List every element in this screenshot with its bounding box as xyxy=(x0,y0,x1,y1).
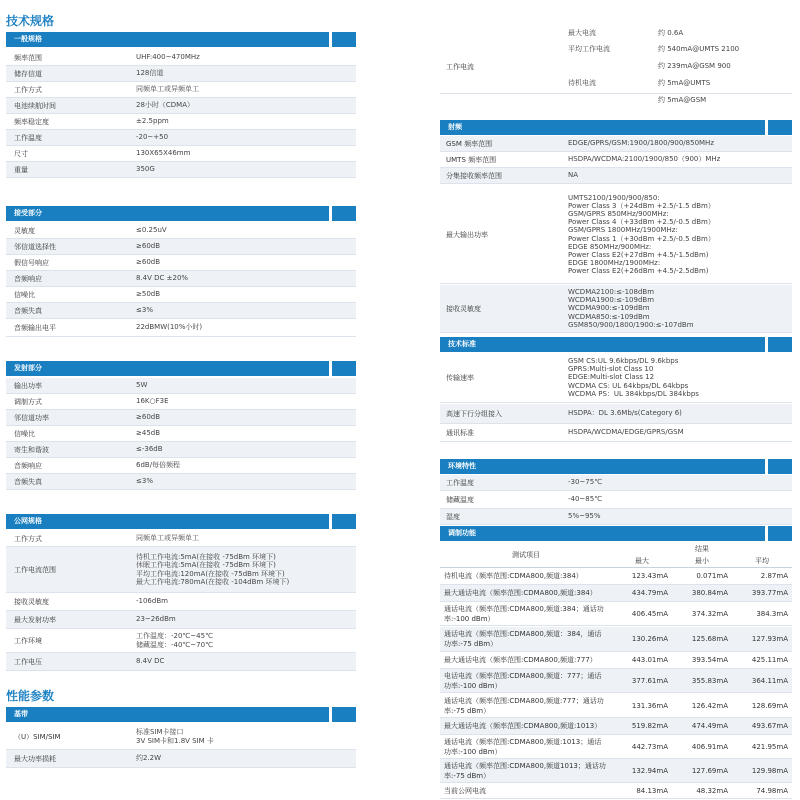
table-row: 重量 350G xyxy=(6,162,356,178)
table-row: 工作电流 最大电流 约 0.6A 平均工作电流 约 540mA@UMTS 2100 约 239mA@GSM 900 待机电流 约 5mA@UMTS 约 5mA@GSM xyxy=(440,40,792,94)
section-header-env: 环境特性 xyxy=(440,459,792,474)
table-row: 音频失真 ≤3% xyxy=(6,303,356,319)
table-row: 音频失真 ≤3% xyxy=(6,474,356,490)
table-row: 音频输出电平 22dBMW(10%小时) xyxy=(6,319,356,337)
table-row: 频率范围 UHF:400~470MHz xyxy=(6,50,356,66)
table-row: 储存信道 128信道 xyxy=(6,66,356,82)
table-row: 湿度 5%~95% xyxy=(440,509,792,525)
table-row: 工作温度 -30~75℃ xyxy=(440,475,792,491)
table-row: 工作电流范围 待机工作电流:5mA(在接收 -75dBm 环境下) 休眠工作电流:5mA(在接收 -75dBm 环境下) 平均工作电流:120mA(在接收 -75dBm 环境下) 最大工作电流:780mA(在接收 -104dBm 环境下) xyxy=(6,547,356,593)
table-row: 电池续航时间 28小时（CDMA） xyxy=(6,98,356,114)
table-row: 最大输出功率 UMTS2100/1900/900/850: Power Class 3（+24dBm +2.5/-1.5 dBm） GSM/GPRS 850MHz/900MHz: Power Class 4（+33dBm +2.5/-0.5 dBm） GSM/GPRS 1800MHz/1900MHz: Power Class 1（+30dBm +2.5/-0.5 dBm） EDGE 850MHz/900MHz: Power Class E2(+27dBm +4.5/-1.5dBm) EDGE 1800MHz/1900MHz: Power Class E2(+26dBm +4.5/-2.5dBm) xyxy=(440,186,792,284)
table-row: 通话电流（频率范围:CDMA800,频道:1013；通话功率:-100 dBm） 442.73mA 406.91mA 421.95mA xyxy=(440,735,792,759)
table-row: 假信号响应 ≥60dB xyxy=(6,255,356,271)
table-row: 接收灵敏度 -106dBm xyxy=(6,593,356,611)
table-row: （U）SIM/SIM 标准SIM卡接口 3V SIM卡和1.8V SIM 卡 xyxy=(6,724,356,750)
table-row: 工作温度 -20~+50 xyxy=(6,130,356,146)
table-row: 调制方式 16K○F3E xyxy=(6,394,356,410)
table-row: 邻信道功率 ≥60dB xyxy=(6,410,356,426)
table-row: 音频响应 6dB/每倍频程 xyxy=(6,458,356,474)
table-row: 最大通话电流（频率范围:CDMA800,频道:777） 443.01mA 393.54mA 425.11mA xyxy=(440,652,792,669)
col-header-result: 结果 xyxy=(695,544,709,553)
table-row: 传输速率 GSM CS:UL 9.6kbps/DL 9.6kbps GPRS:Multi-slot Class 10 EDGE:Multi-slot Class 12 WCDMA CS: UL 64kbps/DL 64kbps WCDMA PS：UL 384kbps/DL 384kbps xyxy=(440,353,792,403)
table-row: 通讯标准 HSDPA/WCDMA/EDGE/GPRS/GSM xyxy=(440,424,792,442)
table-row: 当前公网电流 84.13mA 48.32mA 74.98mA xyxy=(440,783,792,799)
table-row: 工作方式 同频单工或异频单工 xyxy=(6,82,356,98)
col-header-min: 最小 xyxy=(695,556,709,565)
col-header-max: 最大 xyxy=(635,556,649,565)
table-row: 频率稳定度 ±2.5ppm xyxy=(6,114,356,130)
table-row: 邻信道选择性 ≥60dB xyxy=(6,239,356,255)
table-row: 尺寸 130X65X46mm xyxy=(6,146,356,162)
col-header-avg: 平均 xyxy=(755,556,769,565)
section-header-general: 一般规格 xyxy=(6,32,356,47)
table-row: UMTS 频率范围 HSDPA/WCDMA:2100/1900/850（900）MHz xyxy=(440,152,792,168)
table-row: 寄生和谐波 ≤-36dB xyxy=(6,442,356,458)
table-row: 最大通话电流（频率范围:CDMA800,频道:384） 434.79mA 380.84mA 393.77mA xyxy=(440,585,792,602)
table-row: 通话电流（频率范围:CDMA800,频道：384，通话功率:-75 dBm） 130.26mA 125.68mA 127.93mA xyxy=(440,627,792,652)
table-row: 最大功率损耗 约2.2W xyxy=(6,750,356,768)
table-row: 通话电流（频率范围:CDMA800,频道:777；通话功率:-75 dBm） 131.36mA 126.42mA 128.69mA xyxy=(440,694,792,718)
table-row: 信噪比 ≥45dB xyxy=(6,426,356,442)
table-header-row xyxy=(440,542,792,568)
table-row: 通话电流（频率范围:CDMA800,频道:384；通话功率:-100 dBm） 406.45mA 374.32mA 384.3mA xyxy=(440,602,792,626)
section-header-transmit: 发射部分 xyxy=(6,361,356,376)
performance-title: 性能参数 xyxy=(6,689,55,703)
table-row: GSM 频率范围 EDGE/GPRS/GSM:1900/1800/900/850MHz xyxy=(440,136,792,152)
table-row: 最大通话电流（频率范围:CDMA800,频道:1013） 519.82mA 474.49mA 493.67mA xyxy=(440,718,792,735)
table-row: 接收灵敏度 WCDMA2100:≤-108dBm WCDMA1900:≤-109dBm WCDMA900:≤-109dBm WCDMA850:≤-109dBm GSM850/900/1800/1900:≤-107dBm xyxy=(440,285,792,333)
table-row: 最大发射功率 23~26dBm xyxy=(6,611,356,629)
table-row: 输出功率 5W xyxy=(6,378,356,394)
table-row: 信噪比 ≥50dB xyxy=(6,287,356,303)
table-row: 音频响应 8.4V DC ±20% xyxy=(6,271,356,287)
table-row: 灵敏度 ≤0.25uV xyxy=(6,223,356,239)
table-row: 工作环境 工作温度：-20℃~45℃ 储藏温度：-40℃~70℃ xyxy=(6,629,356,653)
specs-title: 技术规格 xyxy=(6,14,55,28)
table-row: 分集接收频率范围 NA xyxy=(440,168,792,184)
col-header-item: 测试项目 xyxy=(512,550,540,559)
table-row: 高速下行分组接入 HSDPA：DL 3.6Mb/s(Category 6) xyxy=(440,404,792,424)
table-row: 储藏温度 -40~85℃ xyxy=(440,491,792,509)
section-header-baseband: 基带 xyxy=(6,707,356,722)
table-row: 电话电流（频率范围:CDMA800,频道：777；通话功率:-100 dBm） 377.61mA 355.83mA 364.11mA xyxy=(440,669,792,693)
section-header-rf: 射频 xyxy=(440,120,792,135)
section-header-test: 调制功能 xyxy=(440,526,792,541)
section-header-receive: 接受部分 xyxy=(6,206,356,221)
table-row: 通话电流（频率范围:CDMA800,频道1013；通话功率:-75 dBm） 132.94mA 127.69mA 129.98mA xyxy=(440,759,792,783)
section-header-tech: 技术标准 xyxy=(440,337,792,352)
table-row: 待机电流（频率范围:CDMA800,频道:384） 123.43mA 0.071mA 2.87mA xyxy=(440,568,792,585)
table-row: 工作电压 8.4V DC xyxy=(6,653,356,671)
section-header-public: 公网规格 xyxy=(6,514,356,529)
table-row: 工作方式 同频单工或异频单工 xyxy=(6,531,356,547)
